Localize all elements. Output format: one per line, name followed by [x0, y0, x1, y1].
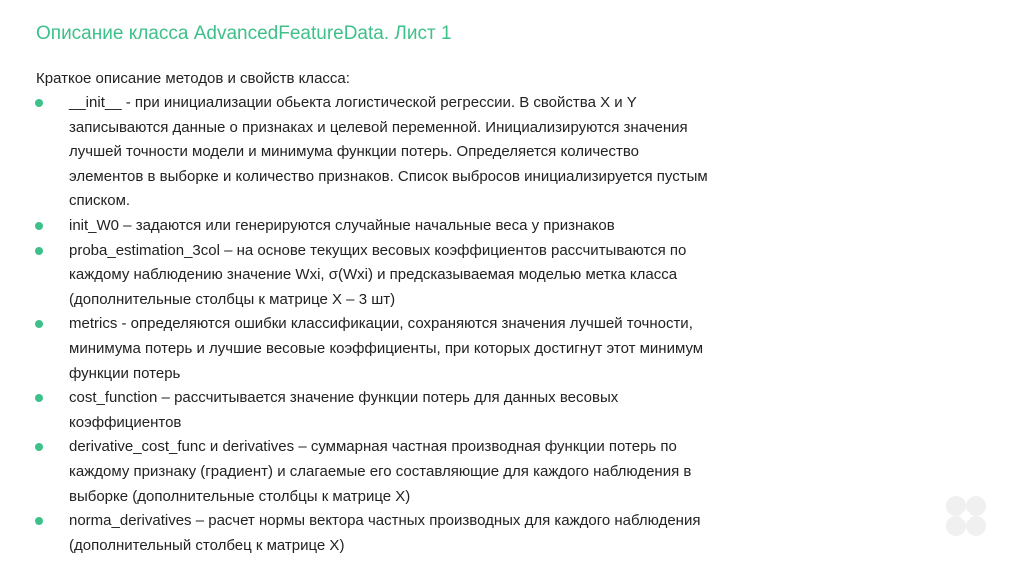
- list-item-line: proba_estimation_3col – на основе текущих весовых коэффициентов рассчитываются по: [69, 241, 687, 259]
- list-item: [0, 435, 820, 509]
- list-item-line: norma_derivatives – расчет нормы вектора частных производных для каждого наблюдения: [69, 512, 701, 530]
- list-item-line: выборке (дополнительные столбцы к матрице X): [69, 487, 411, 505]
- list-item: [0, 312, 820, 386]
- intro-text: Краткое описание методов и свойств класса:: [36, 70, 350, 87]
- bullet-dot-icon: [35, 443, 43, 451]
- bullet-dot-icon: [35, 222, 43, 230]
- bullet-dot-icon: [35, 247, 43, 255]
- logo-icon: [944, 494, 988, 538]
- method-list: [0, 91, 820, 558]
- list-item-line: коэффициентов: [69, 413, 182, 431]
- list-item: [0, 214, 820, 239]
- list-item: [0, 239, 820, 313]
- list-item-line: init_W0 – задаются или генерируются случайные начальные веса у признаков: [69, 216, 615, 234]
- bullet-dot-icon: [35, 320, 43, 328]
- list-item-line: списком.: [69, 192, 131, 210]
- list-item-line: функции потерь: [69, 364, 181, 382]
- list-item: [0, 91, 820, 214]
- bullet-dot-icon: [35, 99, 43, 107]
- list-item-line: минимума потерь и лучшие весовые коэффициенты, при которых достигнут этот минимум: [69, 339, 704, 357]
- list-item: [0, 386, 820, 435]
- bullet-dot-icon: [35, 394, 43, 402]
- list-item-line: __init__ - при инициализации обьекта логистической регрессии. В свойства X и Y: [69, 94, 637, 111]
- list-item-line: каждому наблюдению значение Wxi, σ(Wxi) и предсказываемая моделью метка класса: [69, 266, 678, 284]
- list-item: [0, 509, 820, 558]
- list-item-line: записываются данные о признаках и целевой переменной. Инициализируются значения: [69, 118, 688, 136]
- list-item-line: (дополнительный столбец к матрице X): [69, 536, 345, 554]
- list-item-line: лучшей точности модели и минимума функции потерь. Определяется количество: [69, 143, 640, 161]
- list-item-line: metrics - определяются ошибки классификации, сохраняются значения лучшей точности,: [69, 315, 693, 333]
- list-item-line: cost_function – рассчитывается значение функции потерь для данных весовых: [69, 389, 619, 407]
- list-item-line: derivative_cost_func и derivatives – суммарная частная производная функции потерь по: [69, 438, 677, 456]
- slide-title: Описание класса AdvancedFeatureData. Лист 1: [36, 23, 452, 44]
- list-item-line: (дополнительные столбцы к матрице X – 3 шт): [69, 290, 396, 308]
- bullet-dot-icon: [35, 517, 43, 525]
- list-item-line: каждому признаку (градиент) и слагаемые его составляющие для каждого наблюдения в: [69, 462, 692, 480]
- list-item-line: элементов в выборке и количество признаков. Список выбросов инициализируется пустым: [69, 167, 708, 185]
